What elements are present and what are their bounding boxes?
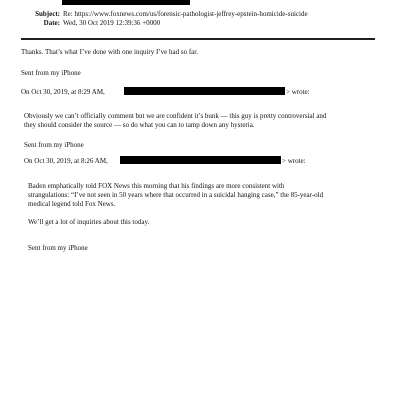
- reply-text: Thanks. That’s what I’ve done with one inquiry I’ve had so far.: [21, 48, 198, 56]
- redacted-sender-top: [62, 0, 190, 5]
- redacted-email-1: [124, 87, 285, 95]
- quote-1-body-line-1: Obviously we can’t officially comment but we are confident it’s bunk — this guy is pretty controversial and: [24, 112, 327, 120]
- date-value: Wed, 30 Oct 2019 12:39:36 +0000: [63, 19, 161, 27]
- signature-1: Sent from my iPhone: [21, 69, 81, 77]
- quote-2-body-line-1: Baden emphatically told FOX News this morning that his findings are more consistent with: [28, 182, 285, 190]
- quote-1-body-line-2: they should consider the source — so do what you can to tamp down any hysteria.: [24, 121, 255, 129]
- redacted-email-2: [120, 156, 281, 164]
- quote-2-suffix: > wrote:: [282, 157, 306, 165]
- quote-2-prefix: On Oct 30, 2019, at 8:26 AM,: [24, 157, 108, 165]
- subject-label: Subject:: [35, 10, 60, 18]
- quote-2-body-line-3: medical legend told Fox News.: [28, 200, 116, 208]
- quote-1-prefix: On Oct 30, 2019, at 8:29 AM,: [21, 88, 105, 96]
- quote-1-suffix: > wrote:: [286, 88, 310, 96]
- quote-2-note: We’ll get a lot of inquiries about this today.: [28, 218, 150, 226]
- signature-3: Sent from my iPhone: [28, 244, 88, 252]
- subject-value: Re: https://www.foxnews.com/us/forensic-pathologist-jeffrey-epstein-homicide-suicide: [63, 10, 308, 18]
- header-divider: [21, 38, 375, 40]
- date-label: Date:: [43, 19, 60, 27]
- quote-2-body-line-2: strangulations: “I’ve not seen in 50 years where that occurred in a suicidal hanging case,” the 85-year-old: [28, 191, 324, 199]
- signature-2: Sent from my iPhone: [24, 141, 84, 149]
